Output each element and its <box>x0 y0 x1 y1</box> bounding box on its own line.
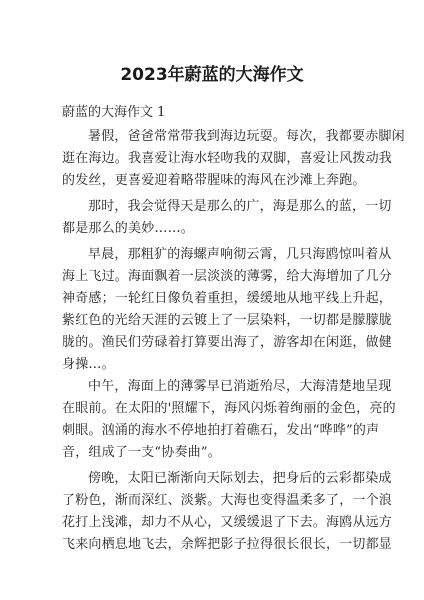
text-line: 身操…。 <box>62 357 115 372</box>
text-line: 都是那么的美妙……。 <box>62 221 195 236</box>
text-line: 逛在海边。我喜爱让海水轻吻我的双脚，喜爱让风拨动我 <box>62 151 393 166</box>
text-line: 在眼前。在太阳的'照耀下，海风闪烁着绚丽的金色，亮的 <box>62 401 396 416</box>
text-line: 早晨，那粗犷的海螺声响彻云霄，几只海鸥惊叫着从 <box>88 247 392 262</box>
paragraph-3 <box>62 244 393 376</box>
paragraph-2 <box>62 196 392 240</box>
paragraph-1 <box>62 126 405 192</box>
page-title: 2023年蔚蓝的大海作文 <box>120 65 304 85</box>
text-line: 花打上浅滩，却力不从心，又缓缓退了下去。海鸥从远方 <box>62 515 393 530</box>
text-line: 音，组成了一支“协奏曲”。 <box>62 445 221 460</box>
text-line: 暑假，爸爸常常带我到海边玩耍。每次，我都要赤脚闲 <box>88 129 405 144</box>
text-line: 了粉色，渐而深红、淡紫。大海也变得温柔多了，一个浪 <box>62 493 393 508</box>
text-line: 那时，我会觉得天是那么的广，海是那么的蓝，一切 <box>88 199 392 214</box>
text-line: 的发丝，更喜爱迎着略带腥味的海风在沙滩上奔跑。 <box>62 173 366 188</box>
text-line: 紫红色的光给天涯的云镀上了一层染料，一切都是朦朦胧 <box>62 313 393 328</box>
text-line: 神奇感；一轮红日像负着重担，缓缓地从地平线上升起， <box>62 291 393 306</box>
text-line: 刺眼。汹涌的海水不停地拍打着礁石，发出“哗哗”的声 <box>62 423 380 438</box>
paragraph-4 <box>62 376 396 464</box>
text-line: 飞来向栖息地飞去，余辉把影子拉得很长很长，一切都显 <box>62 537 393 552</box>
essay-subtitle: 蔚蓝的大海作文 1 <box>62 105 166 120</box>
text-line: 中午，海面上的薄雾早已消逝殆尽，大海清楚地呈现 <box>88 379 392 394</box>
text-line: 胧的。渔民们劳碌着打算要出海了，游客却在闲逛，做健 <box>62 335 393 350</box>
text-line: 傍晚，太阳已渐渐向天际划去，把身后的云彩都染成 <box>88 471 392 486</box>
paragraph-5 <box>62 468 393 556</box>
text-line: 海上飞过。海面飘着一层淡淡的薄雾，给大海增加了几分 <box>62 269 393 284</box>
